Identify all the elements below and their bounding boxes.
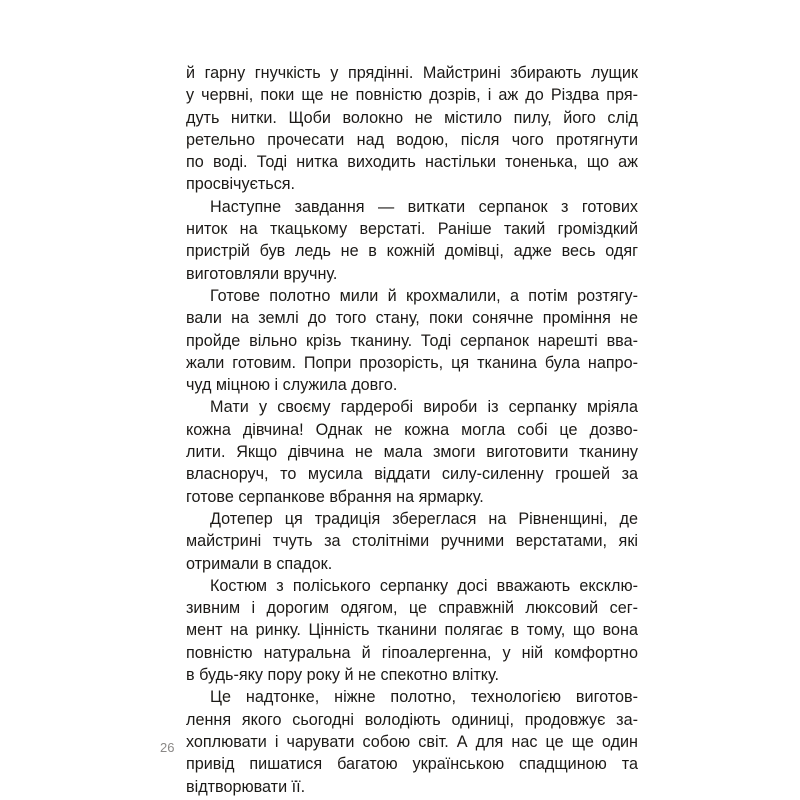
text-line: в будь-яку пору року й не спекотно влітку. (186, 666, 500, 685)
text-line: просвічується. (186, 175, 296, 194)
text-line: чуд міцною і служила довго. (186, 376, 398, 395)
text-line: Наступне завдання — виткати серпанок з готових (210, 197, 638, 216)
text-line: Дотепер ця традиція збереглася на Рівненщині, де (210, 509, 638, 528)
text-line: по воді. Тоді нитка виходить настільки тоненька, що аж (186, 153, 638, 172)
text-line: ниток на ткацькому верстаті. Раніше такий громіздкий (186, 220, 638, 239)
text-line: хоплювати і чарувати собою світ. А для нас це ще один (186, 732, 638, 751)
text-line: у червні, поки ще не повністю дозрів, і аж до Різдва пря- (186, 86, 638, 105)
paragraph (186, 686, 638, 797)
text-line: Готове полотно мили й крохмалили, а потім розтягу- (210, 286, 638, 305)
text-line: виготовляли вручну. (186, 264, 338, 283)
text-line: майстрині тчуть за столітніми ручними верстатами, які (186, 532, 638, 551)
text-line: мент на ринку. Цінність тканини полягає в тому, що вона (186, 621, 638, 640)
text-line: відтворювати її. (186, 777, 306, 796)
text-line: вали на землі до того стану, поки сонячне проміння не (186, 309, 638, 328)
text-line: зивним і дорогим одягом, це справжній люксовий сег- (186, 599, 638, 618)
paragraph (186, 285, 638, 396)
text-line: готове серпанкове вбрання на ярмарку. (186, 487, 484, 506)
paragraph (186, 575, 638, 686)
paragraph (186, 396, 638, 507)
page-number: 26 (160, 740, 175, 755)
text-line: власноруч, то мусила віддати силу-силенну грошей за (186, 465, 638, 484)
text-line: пройде вільно крізь тканину. Тоді серпанок нарешті вва- (186, 331, 638, 350)
paragraph (186, 196, 638, 285)
paragraph (186, 508, 638, 575)
text-line: пристрій був ледь не в кожній домівці, адже весь одяг (186, 242, 638, 261)
text-line: Мати у своєму гардеробі вироби із серпанку мріяла (210, 398, 638, 417)
text-line: й гарну гнучкість у прядінні. Майстрині збирають лущик (186, 64, 638, 82)
text-line: повністю натуральна й гіпоалергенна, у ній комфортно (186, 643, 638, 662)
body-text (186, 62, 638, 798)
text-line: лення якого сьогодні володіють одиниці, продовжує за- (186, 710, 638, 729)
paragraph (186, 62, 638, 196)
text-line: ретельно прочесати над водою, після чого протягнути (186, 130, 638, 149)
text-line: жали готовим. Попри прозорість, ця тканина була напро- (186, 353, 638, 372)
text-line: Костюм з поліського серпанку досі вважають ексклю- (210, 576, 638, 595)
text-line: Це надтонке, ніжне полотно, технологією виготов- (210, 688, 638, 707)
text-line: отримали в спадок. (186, 554, 333, 573)
text-line: кожна дівчина! Однак не кожна могла собі це дозво- (186, 420, 638, 439)
text-line: лити. Якщо дівчина не мала змоги виготовити тканину (186, 443, 638, 462)
text-line: дуть нитки. Щоби волокно не містило пилу, його слід (186, 108, 638, 127)
text-line: привід пишатися багатою українською спадщиною та (186, 755, 638, 774)
